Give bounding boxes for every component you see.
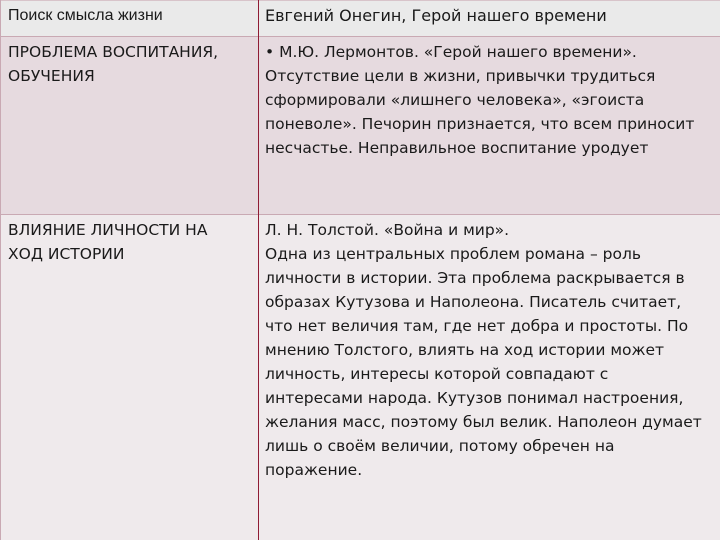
header-cell-theme [0,0,258,36]
row-text-line: лишь о своём величии, потому обречен на [265,437,615,455]
row-label-line: ХОД ИСТОРИИ [8,245,125,263]
row-text-line: личности в истории. Эта проблема раскрывается в [265,269,685,287]
row-text [265,218,720,482]
row-text [265,40,720,160]
row-text-line: сформировали «лишнего человека», «эгоиста [265,91,645,109]
row-text-line: что нет величия там, где нет добра и простоты. По [265,317,689,335]
header-works-text: Евгений Онегин, Герой нашего времени [265,6,607,25]
row-text-line: образах Кутузова и Наполеона. Писатель считает, [265,293,682,311]
row-text-line: мнению Толстого, влиять на ход истории может [265,341,665,359]
row-divider [0,214,720,215]
column-divider [258,0,259,540]
header-theme-text: Поиск смысла жизни [8,7,163,24]
table-top-border [0,0,720,1]
row-label-cell [0,214,258,540]
table-left-border [0,0,1,540]
row-text-line: Одна из центральных проблем романа – роль [265,245,642,263]
row-text-cell [258,214,720,540]
row-divider [0,36,720,37]
row-label-cell [0,36,258,214]
row-text-line: поневоле». Печорин признается, что всем приносит [265,115,695,133]
row-text-line: • М.Ю. Лермонтов. «Герой нашего времени». [265,43,637,61]
row-text-cell [258,36,720,214]
row-label-line: ВЛИЯНИЕ ЛИЧНОСТИ НА [8,221,208,239]
row-text-line: желания масс, поэтому был велик. Наполеон думает [265,413,702,431]
table-row [0,36,720,214]
table-header-row [0,0,720,36]
table-row [0,214,720,540]
row-label-line: ОБУЧЕНИЯ [8,67,95,85]
row-label [8,218,258,266]
row-text-line: Отсутствие цели в жизни, привычки трудиться [265,67,656,85]
row-text-line: несчастье. Неправильное воспитание уродует [265,139,649,157]
row-text-line: Л. Н. Толстой. «Война и мир». [265,221,510,239]
row-text-line: интересами народа. Кутузов понимал настроения, [265,389,684,407]
row-label [8,40,258,88]
header-cell-works [258,0,720,36]
row-text-line: поражение. [265,461,363,479]
row-label-line: ПРОБЛЕМА ВОСПИТАНИЯ, [8,43,219,61]
row-text-line: личность, интересы которой совпадают с [265,365,609,383]
